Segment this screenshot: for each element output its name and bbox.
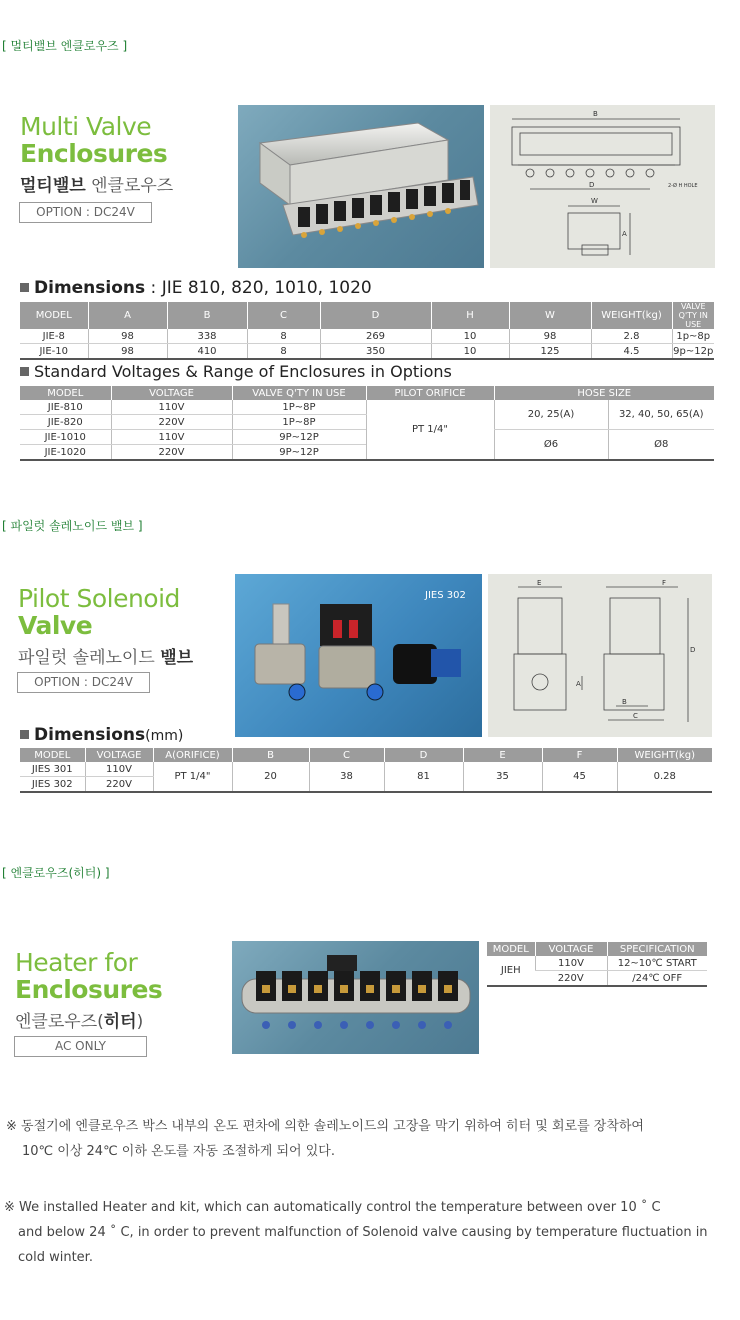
voltages-table [20,386,714,461]
section-tag-heater: [ 엔클로우즈(히터) ] [2,866,110,880]
table-header-row: MODEL VOLTAGE A(ORIFICE) B C D E F WEIGHT(kg) [20,748,712,762]
table-row: JIE-820 220V 1P~8P [20,415,714,430]
title-light: Pilot Solenoid [18,584,180,613]
note-english-line-2: and below 24 ˚ C, in order to prevent malfunction of Solenoid valve causing by temperature fluctuation in [18,1225,708,1240]
option-box: OPTION : DC24V [17,672,150,693]
note-english-line-1: ※ We installed Heater and kit, which can automatically control the temperature between over 10 ˚ C [4,1200,661,1215]
dimensions-heading-2: Dimensions(mm) [20,725,183,745]
dimensions-heading-1: Dimensions : JIE 810, 820, 1010, 1020 [20,278,372,298]
title-light: Heater for [15,948,138,977]
heater-table [487,942,707,987]
table-row: JIE-1020 220V 9P~12P [20,445,714,461]
svg-text:F: F [662,579,667,587]
table-header-row: MODEL VOLTAGE VALVE Q'TY IN USE PILOT ORIFICE HOSE SIZE [20,386,714,400]
title-bold: Valve [18,611,93,640]
table-row: JIES 302 220V [20,777,712,793]
svg-text:A: A [576,680,581,688]
table-row: JIE-10 98 410 8 350 10 125 4.5 9p~12p [20,344,714,360]
pilot-valve-photo [235,574,482,737]
section-tag-multi-valve: [ 멀티밸브 엔클로우즈 ] [2,39,128,53]
svg-text:E: E [537,579,542,587]
pilot-valve-drawing [488,574,712,737]
multi-valve-title-block [20,113,173,196]
option-box: AC ONLY [14,1036,147,1057]
title-bold: Enclosures [15,975,163,1004]
title-korean: 엔클로우즈(히터) [15,1012,144,1032]
multi-valve-photo [238,105,484,268]
svg-text:2-Ø H HOLE: 2-Ø H HOLE [668,183,698,189]
table-row: JIE-1010 110V 9P~12P Ø6 Ø8 [20,430,714,445]
note-korean [6,1114,736,1164]
title-korean: 파일럿 솔레노이드 밸브 [18,648,194,668]
table-header-row: MODEL VOLTAGE SPECIFICATION [487,942,707,956]
svg-text:D: D [589,181,595,189]
dimensions-table-2 [20,748,712,793]
table-row: JIE-8 98 338 8 269 10 98 2.8 1p~8p [20,329,714,344]
title-korean: 멀티밸브 엔클로우즈 [20,176,174,196]
table-row: JIE-810 110V 1P~8P PT 1/4" 20, 25(A) 32, 40, 50, 65(A) [20,400,714,415]
svg-text:B: B [593,110,598,118]
note-english [4,1195,738,1270]
svg-text:B: B [622,698,627,706]
table-row: JIEH 110V 12~10℃ START [487,956,707,971]
photo-label: JIES 302 [425,590,466,601]
section-tag-pilot-valve: [ 파일럿 솔레노이드 밸브 ] [2,519,143,533]
table-row: JIES 301 110V PT 1/4" 20 38 81 35 45 0.28 [20,762,712,777]
svg-text:A: A [622,230,627,238]
option-box: OPTION : DC24V [19,202,152,223]
multi-valve-drawing [490,105,715,268]
note-english-line-3: cold winter. [18,1250,93,1265]
svg-text:W: W [591,197,598,205]
svg-text:C: C [633,712,638,720]
voltages-heading: Standard Voltages & Range of Enclosures in Options [20,362,452,381]
note-korean-line-2: 10℃ 이상 24℃ 이하 온도를 자동 조절하게 되어 있다. [22,1144,335,1159]
pilot-valve-title-block [18,585,193,668]
heater-photo [232,941,479,1054]
table-header-row: MODEL A B C D H W WEIGHT(kg) VALVE Q'TY IN USE [20,302,714,329]
title-bold: Enclosures [20,139,168,168]
dimensions-table-1 [20,302,714,360]
svg-text:D: D [690,646,696,654]
note-korean-line-1: ※ 동절기에 엔클로우즈 박스 내부의 온도 편차에 의한 솔레노이드의 고장을 막기 위하여 히터 및 회로를 장착하여 [6,1119,644,1134]
heater-title-block [15,949,162,1032]
title-light: Multi Valve [20,112,152,141]
table-row: 220V /24℃ OFF [487,971,707,987]
